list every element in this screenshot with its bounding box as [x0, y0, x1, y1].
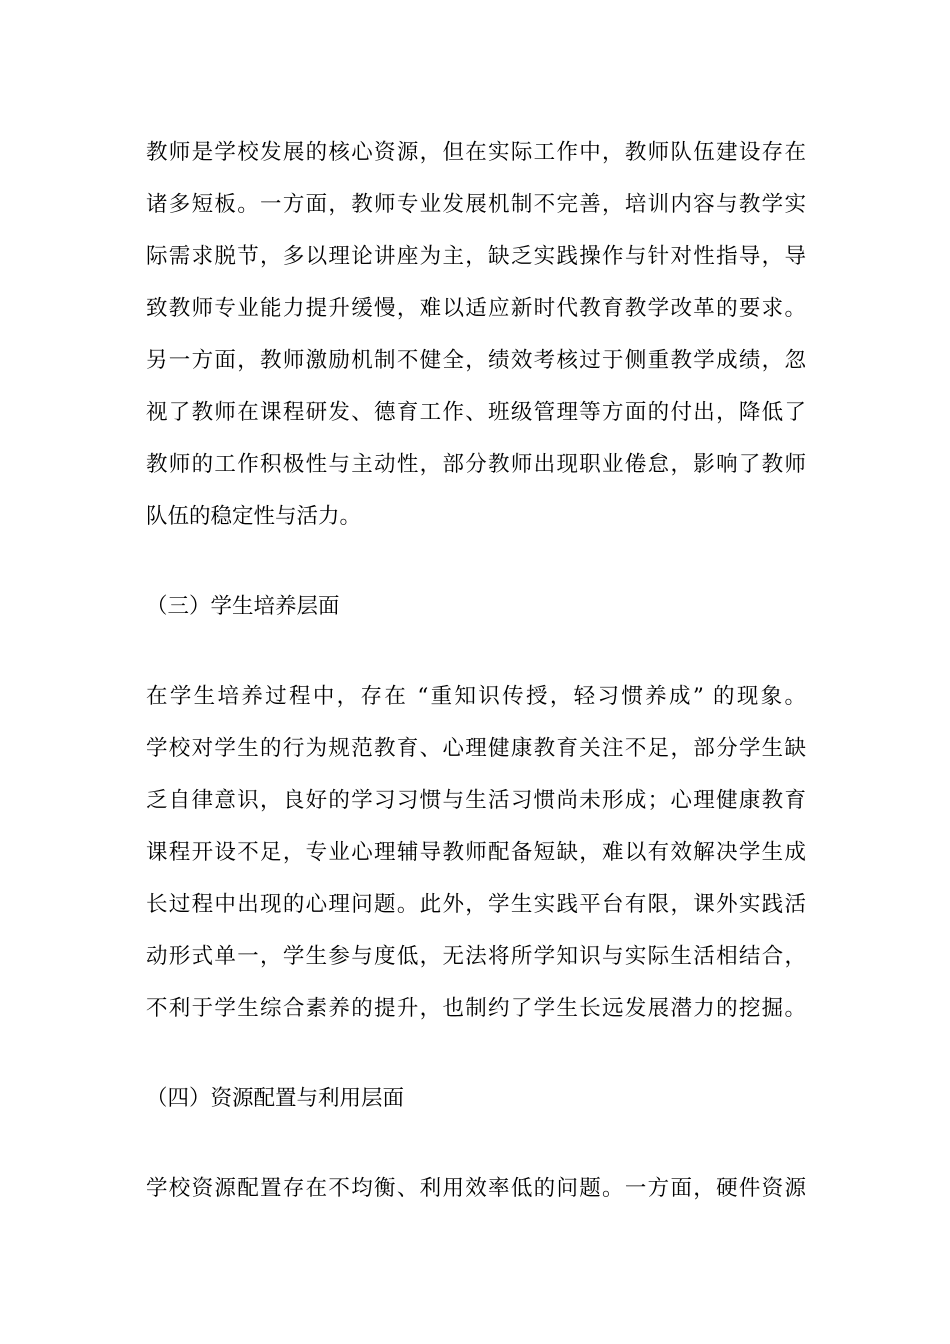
paragraph-line: 诸多短板。一方面，教师专业发展机制不完善，培训内容与教学实: [146, 192, 806, 217]
paragraph-line: 教师的工作积极性与主动性，部分教师出现职业倦怠，影响了教师: [146, 452, 806, 477]
paragraph-line: 学校资源配置存在不均衡、利用效率低的问题。一方面，硬件资源: [146, 1176, 806, 1201]
paragraph-line: 课程开设不足，专业心理辅导教师配备短缺，难以有效解决学生成: [146, 840, 806, 865]
paragraph-line: 际需求脱节，多以理论讲座为主，缺乏实践操作与针对性指导，导: [146, 244, 806, 269]
paragraph-line: 长过程中出现的心理问题。此外，学生实践平台有限，课外实践活: [146, 892, 806, 917]
paragraph-line: 动形式单一，学生参与度低，无法将所学知识与实际生活相结合，: [146, 944, 806, 969]
paragraph-line: 在学生培养过程中，存在 “重知识传授，轻习惯养成” 的现象。: [146, 684, 806, 709]
section-heading-resource-allocation: （四）资源配置与利用层面: [146, 1086, 405, 1111]
paragraph-line: 队伍的稳定性与活力。: [146, 504, 362, 529]
paragraph-line: 致教师专业能力提升缓慢，难以适应新时代教育教学改革的要求。: [146, 296, 806, 321]
section-heading-student-cultivation: （三）学生培养层面: [146, 594, 340, 619]
paragraph-line: 教师是学校发展的核心资源，但在实际工作中，教师队伍建设存在: [146, 140, 806, 165]
paragraph-line: 不利于学生综合素养的提升，也制约了学生长远发展潜力的挖掘。: [146, 996, 806, 1021]
paragraph-line: 学校对学生的行为规范教育、心理健康教育关注不足，部分学生缺: [146, 736, 806, 761]
paragraph-line: 视了教师在课程研发、德育工作、班级管理等方面的付出，降低了: [146, 400, 806, 425]
paragraph-line: 乏自律意识，良好的学习习惯与生活习惯尚未形成；心理健康教育: [146, 788, 806, 813]
paragraph-line: 另一方面，教师激励机制不健全，绩效考核过于侧重教学成绩，忽: [146, 348, 806, 373]
